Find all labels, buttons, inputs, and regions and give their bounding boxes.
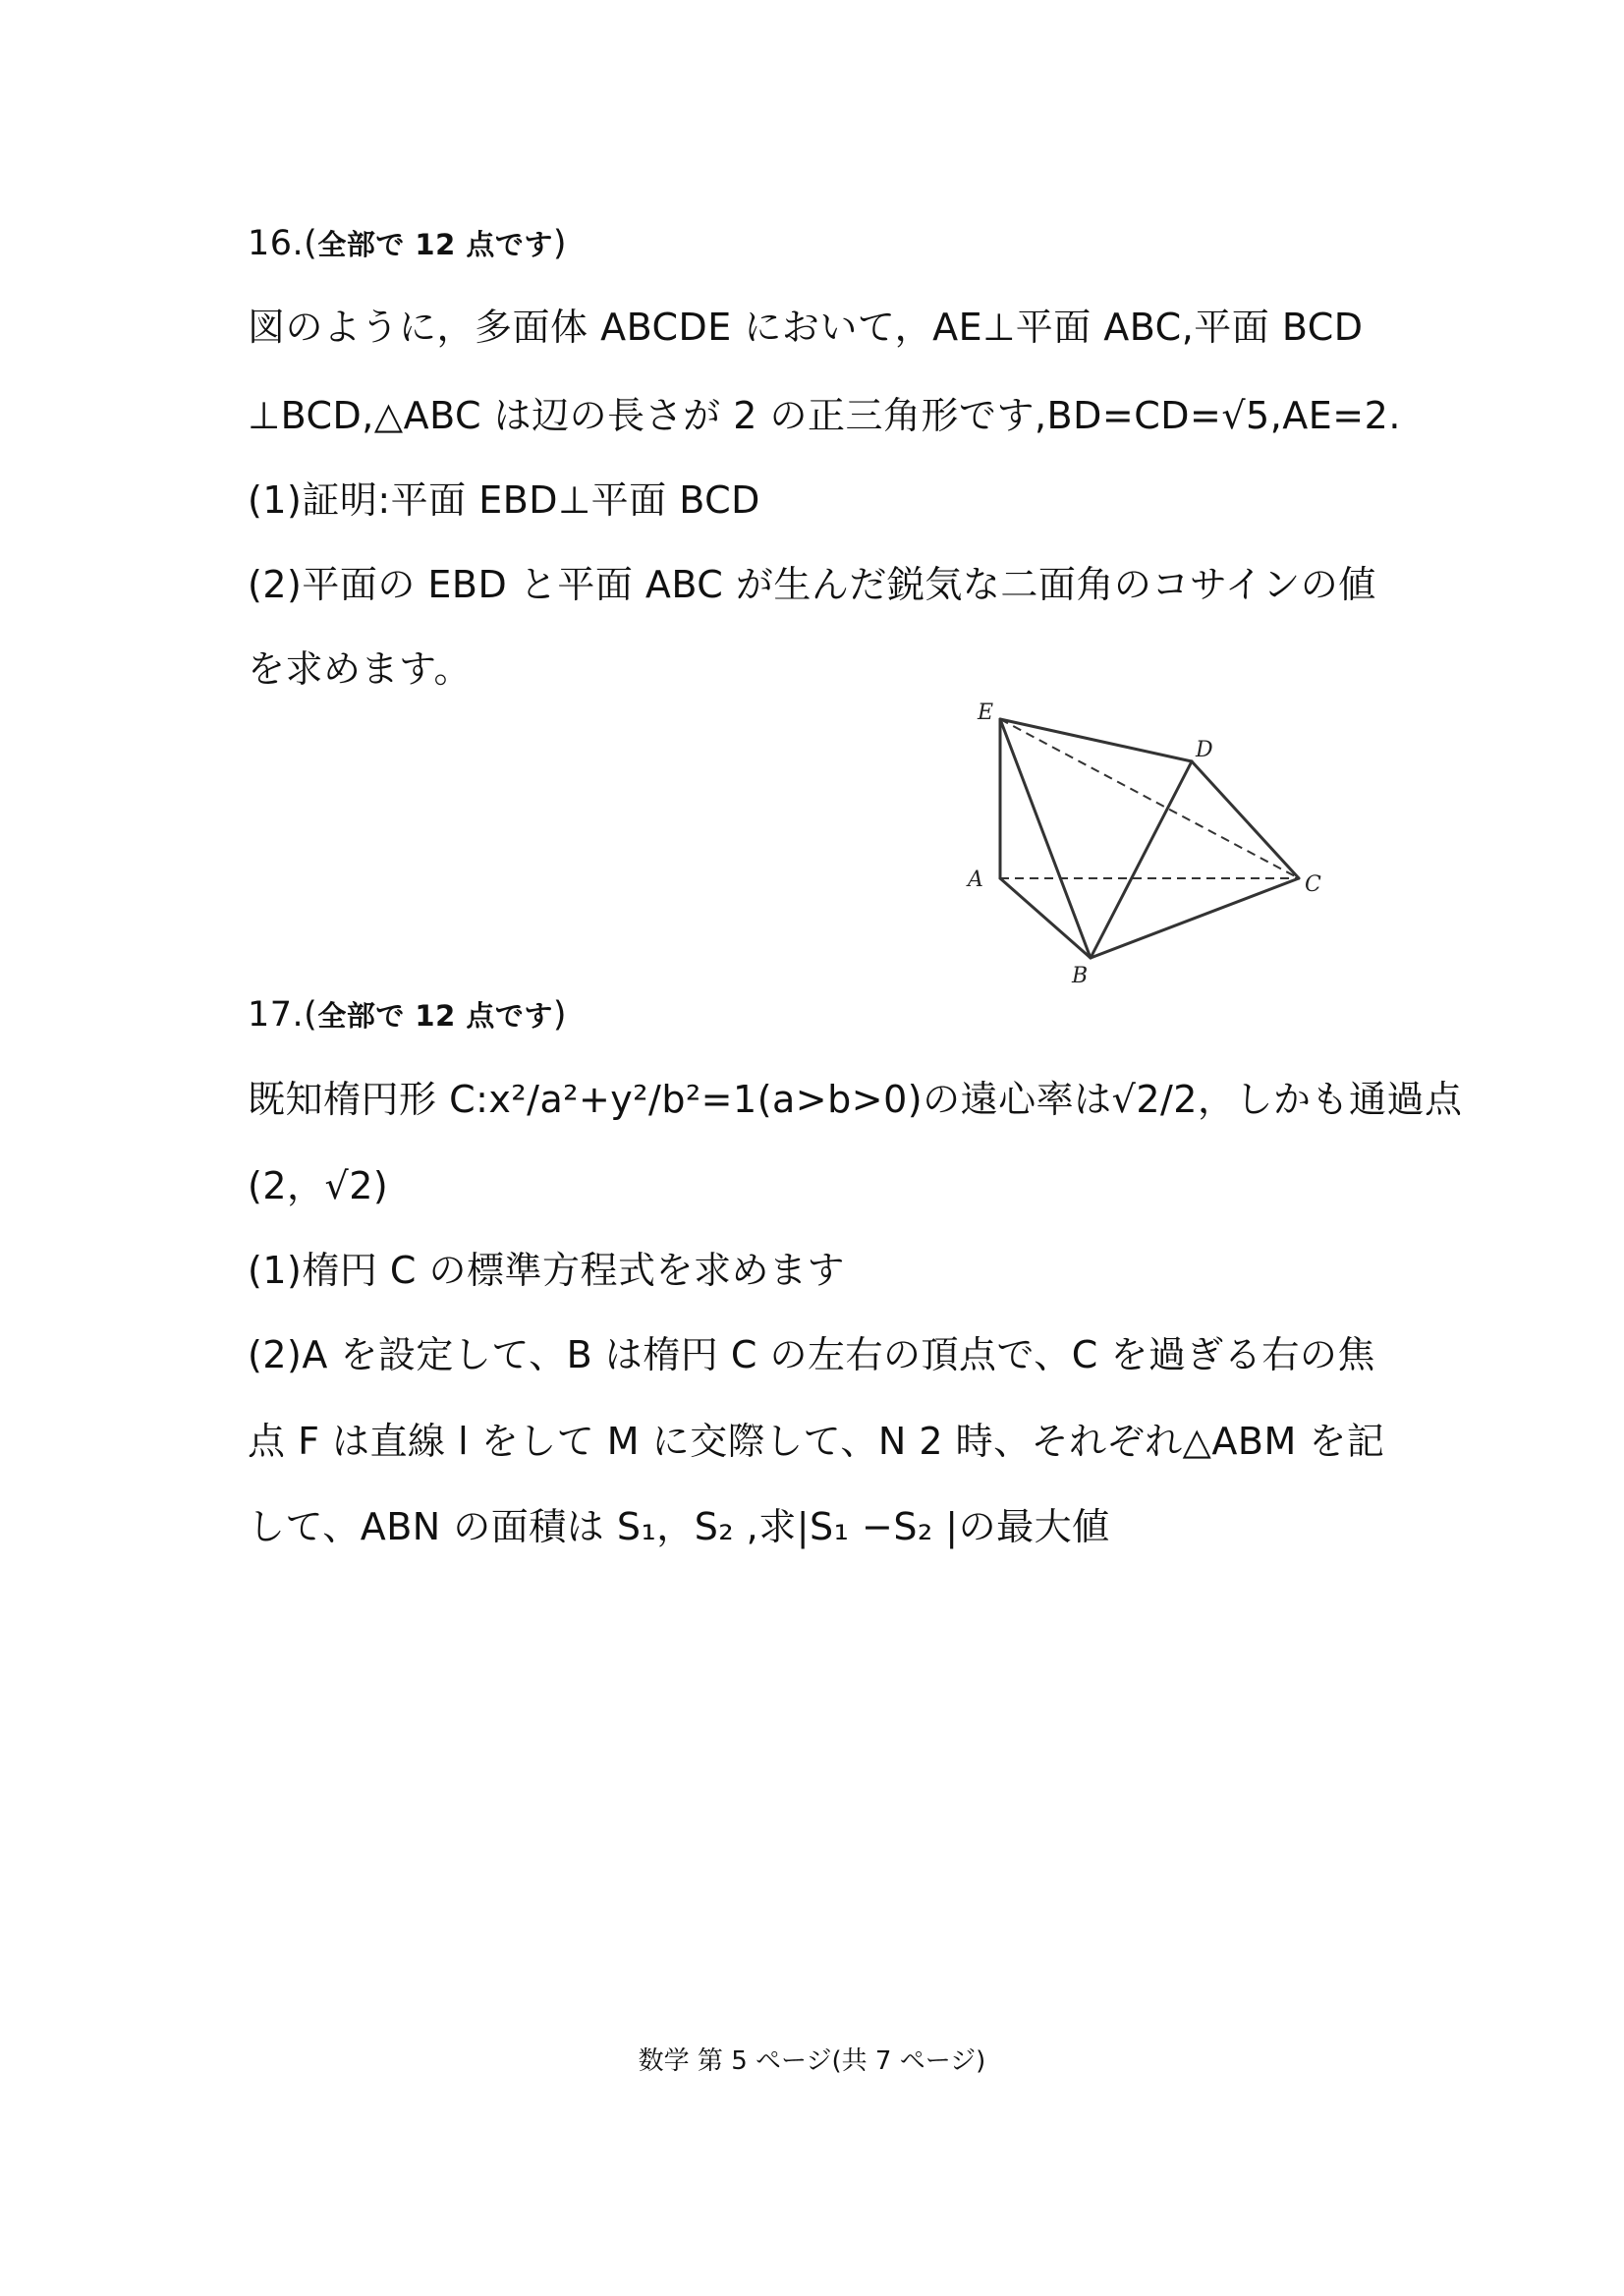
problem-16-points: 全部で 12 点です — [317, 228, 553, 261]
vertex-label-a: A — [968, 868, 983, 892]
problem-16-heading-close: ) — [552, 224, 568, 263]
edge-bd — [1091, 761, 1192, 958]
problem-17-points: 全部で 12 点です — [317, 999, 553, 1033]
problem-17-part-2-line-3: して、ABN の面積は S₁，S₂ ,求|S₁ −S₂ |の最大値 — [248, 1505, 1110, 1548]
problem-16-part-2-line-2: を求めます。 — [248, 647, 472, 691]
edge-eb — [1000, 719, 1091, 958]
problem-16-heading — [248, 221, 567, 267]
problem-17-statement-line-2: (2，√2) — [248, 1164, 389, 1207]
edge-ec-hidden — [1000, 719, 1299, 878]
problem-17-part-1: (1)楕円 C の標準方程式を求めます — [248, 1249, 846, 1292]
vertex-label-b: B — [1072, 964, 1089, 988]
problem-16-number: 16.( — [248, 224, 318, 263]
problem-17-part-2-line-2: 点 F は直線 l をして M に交際して、N 2 時、それぞれ△ABM を記 — [248, 1420, 1385, 1463]
edge-dc — [1192, 761, 1299, 878]
problem-17-heading — [248, 992, 567, 1038]
polyhedron-figure — [948, 688, 1341, 992]
vertex-label-c: C — [1305, 872, 1321, 897]
problem-16-statement-line-1: 図のように，多面体 ABCDE において，AE⊥平面 ABC,平面 BCD — [248, 306, 1364, 349]
problem-17-number: 17.( — [248, 995, 318, 1035]
problem-16-statement-line-2: ⊥BCD,△ABC は辺の長さが 2 の正三角形です,BD=CD=√5,AE=2. — [248, 394, 1401, 437]
problem-16-part-1: (1)証明:平面 EBD⊥平面 BCD — [248, 478, 760, 522]
edge-bc — [1091, 878, 1299, 958]
problem-17-heading-close: ) — [552, 995, 568, 1035]
edge-ed — [1000, 719, 1192, 761]
vertex-label-e: E — [978, 700, 994, 725]
problem-17-statement-line-1: 既知楕円形 C:x²/a²+y²/b²=1(a>b>0)の遠心率は√2/2，しかも通過点 — [248, 1078, 1463, 1121]
problem-17-part-2-line-1: (2)A を設定して、B は楕円 C の左右の頂点で、C を過ぎる右の焦 — [248, 1333, 1375, 1376]
problem-16-part-2-line-1: (2)平面の EBD と平面 ABC が生んだ鋭気な二面角のコサインの値 — [248, 563, 1376, 606]
vertex-label-d: D — [1196, 738, 1213, 762]
page-footer: 数学 第 5 ページ(共 7 ページ) — [638, 2046, 986, 2076]
